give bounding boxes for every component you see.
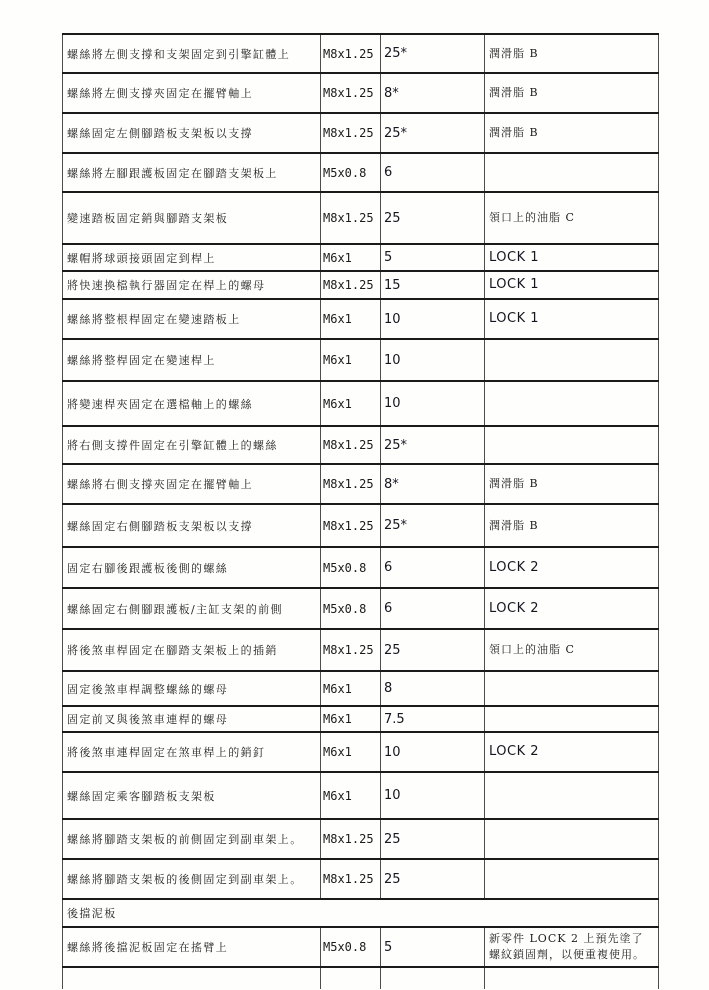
cell-thread-size: M5x0.8: [321, 927, 381, 967]
cell-remark: LOCK 1: [485, 244, 659, 271]
table-row: [63, 381, 659, 426]
cell-remark: 潤滑脂 B: [485, 73, 659, 113]
empty-cell: [321, 967, 381, 989]
table-row: [63, 547, 659, 588]
cell-remark: 領口上的油脂 C: [485, 192, 659, 244]
cell-torque-value: 8*: [381, 73, 485, 113]
cell-remark: [485, 772, 659, 819]
cell-description: 螺絲固定左側腳踏板支架板以支撐: [63, 113, 321, 153]
cell-torque-value: 5: [381, 927, 485, 967]
cell-thread-size: M8x1.25: [321, 426, 381, 464]
cell-remark: 潤滑脂 B: [485, 113, 659, 153]
table-row: [63, 464, 659, 504]
cell-description: 將變速桿夾固定在選檔軸上的螺絲: [63, 381, 321, 426]
cell-description: 將右側支撐件固定在引擎缸體上的螺絲: [63, 426, 321, 464]
cell-description: 變速踏板固定銷與腳踏支架板: [63, 192, 321, 244]
table-row: [63, 819, 659, 859]
torque-spec-table: [62, 33, 659, 989]
table-row: [63, 113, 659, 153]
cell-description: 螺絲將腳踏支架板的前側固定到副車架上。: [63, 819, 321, 859]
cell-thread-size: M5x0.8: [321, 153, 381, 192]
cell-torque-value: 10: [381, 381, 485, 426]
table-row: [63, 339, 659, 381]
cell-torque-value: 25: [381, 819, 485, 859]
cell-description: 螺絲將整桿固定在變速桿上: [63, 339, 321, 381]
cell-description: 螺絲將腳踏支架板的後側固定到副車架上。: [63, 859, 321, 899]
table-row: [63, 244, 659, 271]
section-header-row: [63, 899, 659, 927]
table-row: [63, 153, 659, 192]
cell-description: 螺絲固定右側腳踏板支架板以支撐: [63, 504, 321, 547]
cell-description: 螺絲固定右側腳跟護板/主缸支架的前側: [63, 588, 321, 629]
cell-torque-value: 25*: [381, 504, 485, 547]
cell-remark: LOCK 1: [485, 299, 659, 339]
cell-remark: 新零件 LOCK 2 上預先塗了螺紋鎖固劑，以便重複使用。: [485, 927, 659, 967]
cell-remark: LOCK 2: [485, 547, 659, 588]
empty-cell: [63, 967, 321, 989]
table-row: [63, 192, 659, 244]
cell-remark: 領口上的油脂 C: [485, 629, 659, 671]
section-header-label: 後擋泥板: [63, 899, 659, 927]
cell-thread-size: M8x1.25: [321, 271, 381, 299]
cell-description: 螺帽將球頭接頭固定到桿上: [63, 244, 321, 271]
cell-torque-value: 25: [381, 859, 485, 899]
cell-description: 螺絲將右側支撐夾固定在擺臂軸上: [63, 464, 321, 504]
empty-partial-row: [63, 967, 659, 989]
table-row: [63, 299, 659, 339]
cell-remark: LOCK 2: [485, 732, 659, 772]
cell-remark: [485, 339, 659, 381]
cell-description: 將快速換檔執行器固定在桿上的螺母: [63, 271, 321, 299]
empty-cell: [381, 967, 485, 989]
cell-description: 將後煞車桿固定在腳踏支架板上的插銷: [63, 629, 321, 671]
cell-thread-size: M8x1.25: [321, 629, 381, 671]
cell-torque-value: 6: [381, 588, 485, 629]
cell-description: 螺絲將左側支撐和支架固定到引擎缸體上: [63, 34, 321, 73]
cell-thread-size: M6x1: [321, 732, 381, 772]
empty-cell: [485, 967, 659, 989]
cell-remark: 潤滑脂 B: [485, 34, 659, 73]
table-row: [63, 34, 659, 73]
table-row: [63, 271, 659, 299]
cell-torque-value: 7.5: [381, 706, 485, 732]
cell-thread-size: M6x1: [321, 381, 381, 426]
cell-torque-value: 5: [381, 244, 485, 271]
cell-thread-size: M8x1.25: [321, 34, 381, 73]
cell-thread-size: M8x1.25: [321, 73, 381, 113]
cell-torque-value: 10: [381, 299, 485, 339]
cell-torque-value: 6: [381, 153, 485, 192]
cell-thread-size: M6x1: [321, 339, 381, 381]
cell-torque-value: 10: [381, 339, 485, 381]
cell-remark: [485, 426, 659, 464]
table-row: [63, 426, 659, 464]
cell-torque-value: 8*: [381, 464, 485, 504]
table-row: [63, 73, 659, 113]
cell-thread-size: M5x0.8: [321, 588, 381, 629]
cell-remark: [485, 859, 659, 899]
cell-remark: LOCK 1: [485, 271, 659, 299]
cell-torque-value: 10: [381, 772, 485, 819]
cell-description: 螺絲將左側支撐夾固定在擺臂軸上: [63, 73, 321, 113]
cell-thread-size: M6x1: [321, 299, 381, 339]
cell-thread-size: M8x1.25: [321, 464, 381, 504]
table-row: [63, 859, 659, 899]
cell-torque-value: 25*: [381, 34, 485, 73]
cell-torque-value: 25: [381, 629, 485, 671]
table-row: [63, 732, 659, 772]
cell-description: 將後煞車連桿固定在煞車桿上的銷釘: [63, 732, 321, 772]
cell-torque-value: 25*: [381, 426, 485, 464]
cell-description: 螺絲固定乘客腳踏板支架板: [63, 772, 321, 819]
cell-remark: 潤滑脂 B: [485, 504, 659, 547]
cell-remark: LOCK 2: [485, 588, 659, 629]
cell-description: 螺絲將後擋泥板固定在搖臂上: [63, 927, 321, 967]
cell-thread-size: M6x1: [321, 772, 381, 819]
cell-torque-value: 6: [381, 547, 485, 588]
cell-description: 螺絲將左腳跟護板固定在腳踏支架板上: [63, 153, 321, 192]
cell-thread-size: M6x1: [321, 671, 381, 706]
table-row: [63, 772, 659, 819]
cell-thread-size: M8x1.25: [321, 113, 381, 153]
cell-torque-value: 25*: [381, 113, 485, 153]
cell-description: 螺絲將整根桿固定在變速踏板上: [63, 299, 321, 339]
cell-remark: [485, 381, 659, 426]
table-row: [63, 588, 659, 629]
cell-thread-size: M8x1.25: [321, 859, 381, 899]
cell-remark: [485, 671, 659, 706]
cell-thread-size: M6x1: [321, 244, 381, 271]
cell-description: 固定右腳後跟護板後側的螺絲: [63, 547, 321, 588]
cell-remark: [485, 819, 659, 859]
cell-torque-value: 15: [381, 271, 485, 299]
cell-description: 固定後煞車桿調整螺絲的螺母: [63, 671, 321, 706]
table-row: [63, 629, 659, 671]
table-row: [63, 671, 659, 706]
cell-thread-size: M6x1: [321, 706, 381, 732]
cell-thread-size: M8x1.25: [321, 504, 381, 547]
table-row: [63, 706, 659, 732]
cell-remark: [485, 706, 659, 732]
cell-remark: [485, 153, 659, 192]
cell-thread-size: M8x1.25: [321, 192, 381, 244]
cell-description: 固定前叉與後煞車連桿的螺母: [63, 706, 321, 732]
cell-thread-size: M8x1.25: [321, 819, 381, 859]
cell-torque-value: 25: [381, 192, 485, 244]
cell-thread-size: M5x0.8: [321, 547, 381, 588]
table-row: [63, 927, 659, 967]
cell-torque-value: 10: [381, 732, 485, 772]
torque-table-body: [63, 34, 659, 989]
table-row: [63, 504, 659, 547]
cell-remark: 潤滑脂 B: [485, 464, 659, 504]
cell-torque-value: 8: [381, 671, 485, 706]
